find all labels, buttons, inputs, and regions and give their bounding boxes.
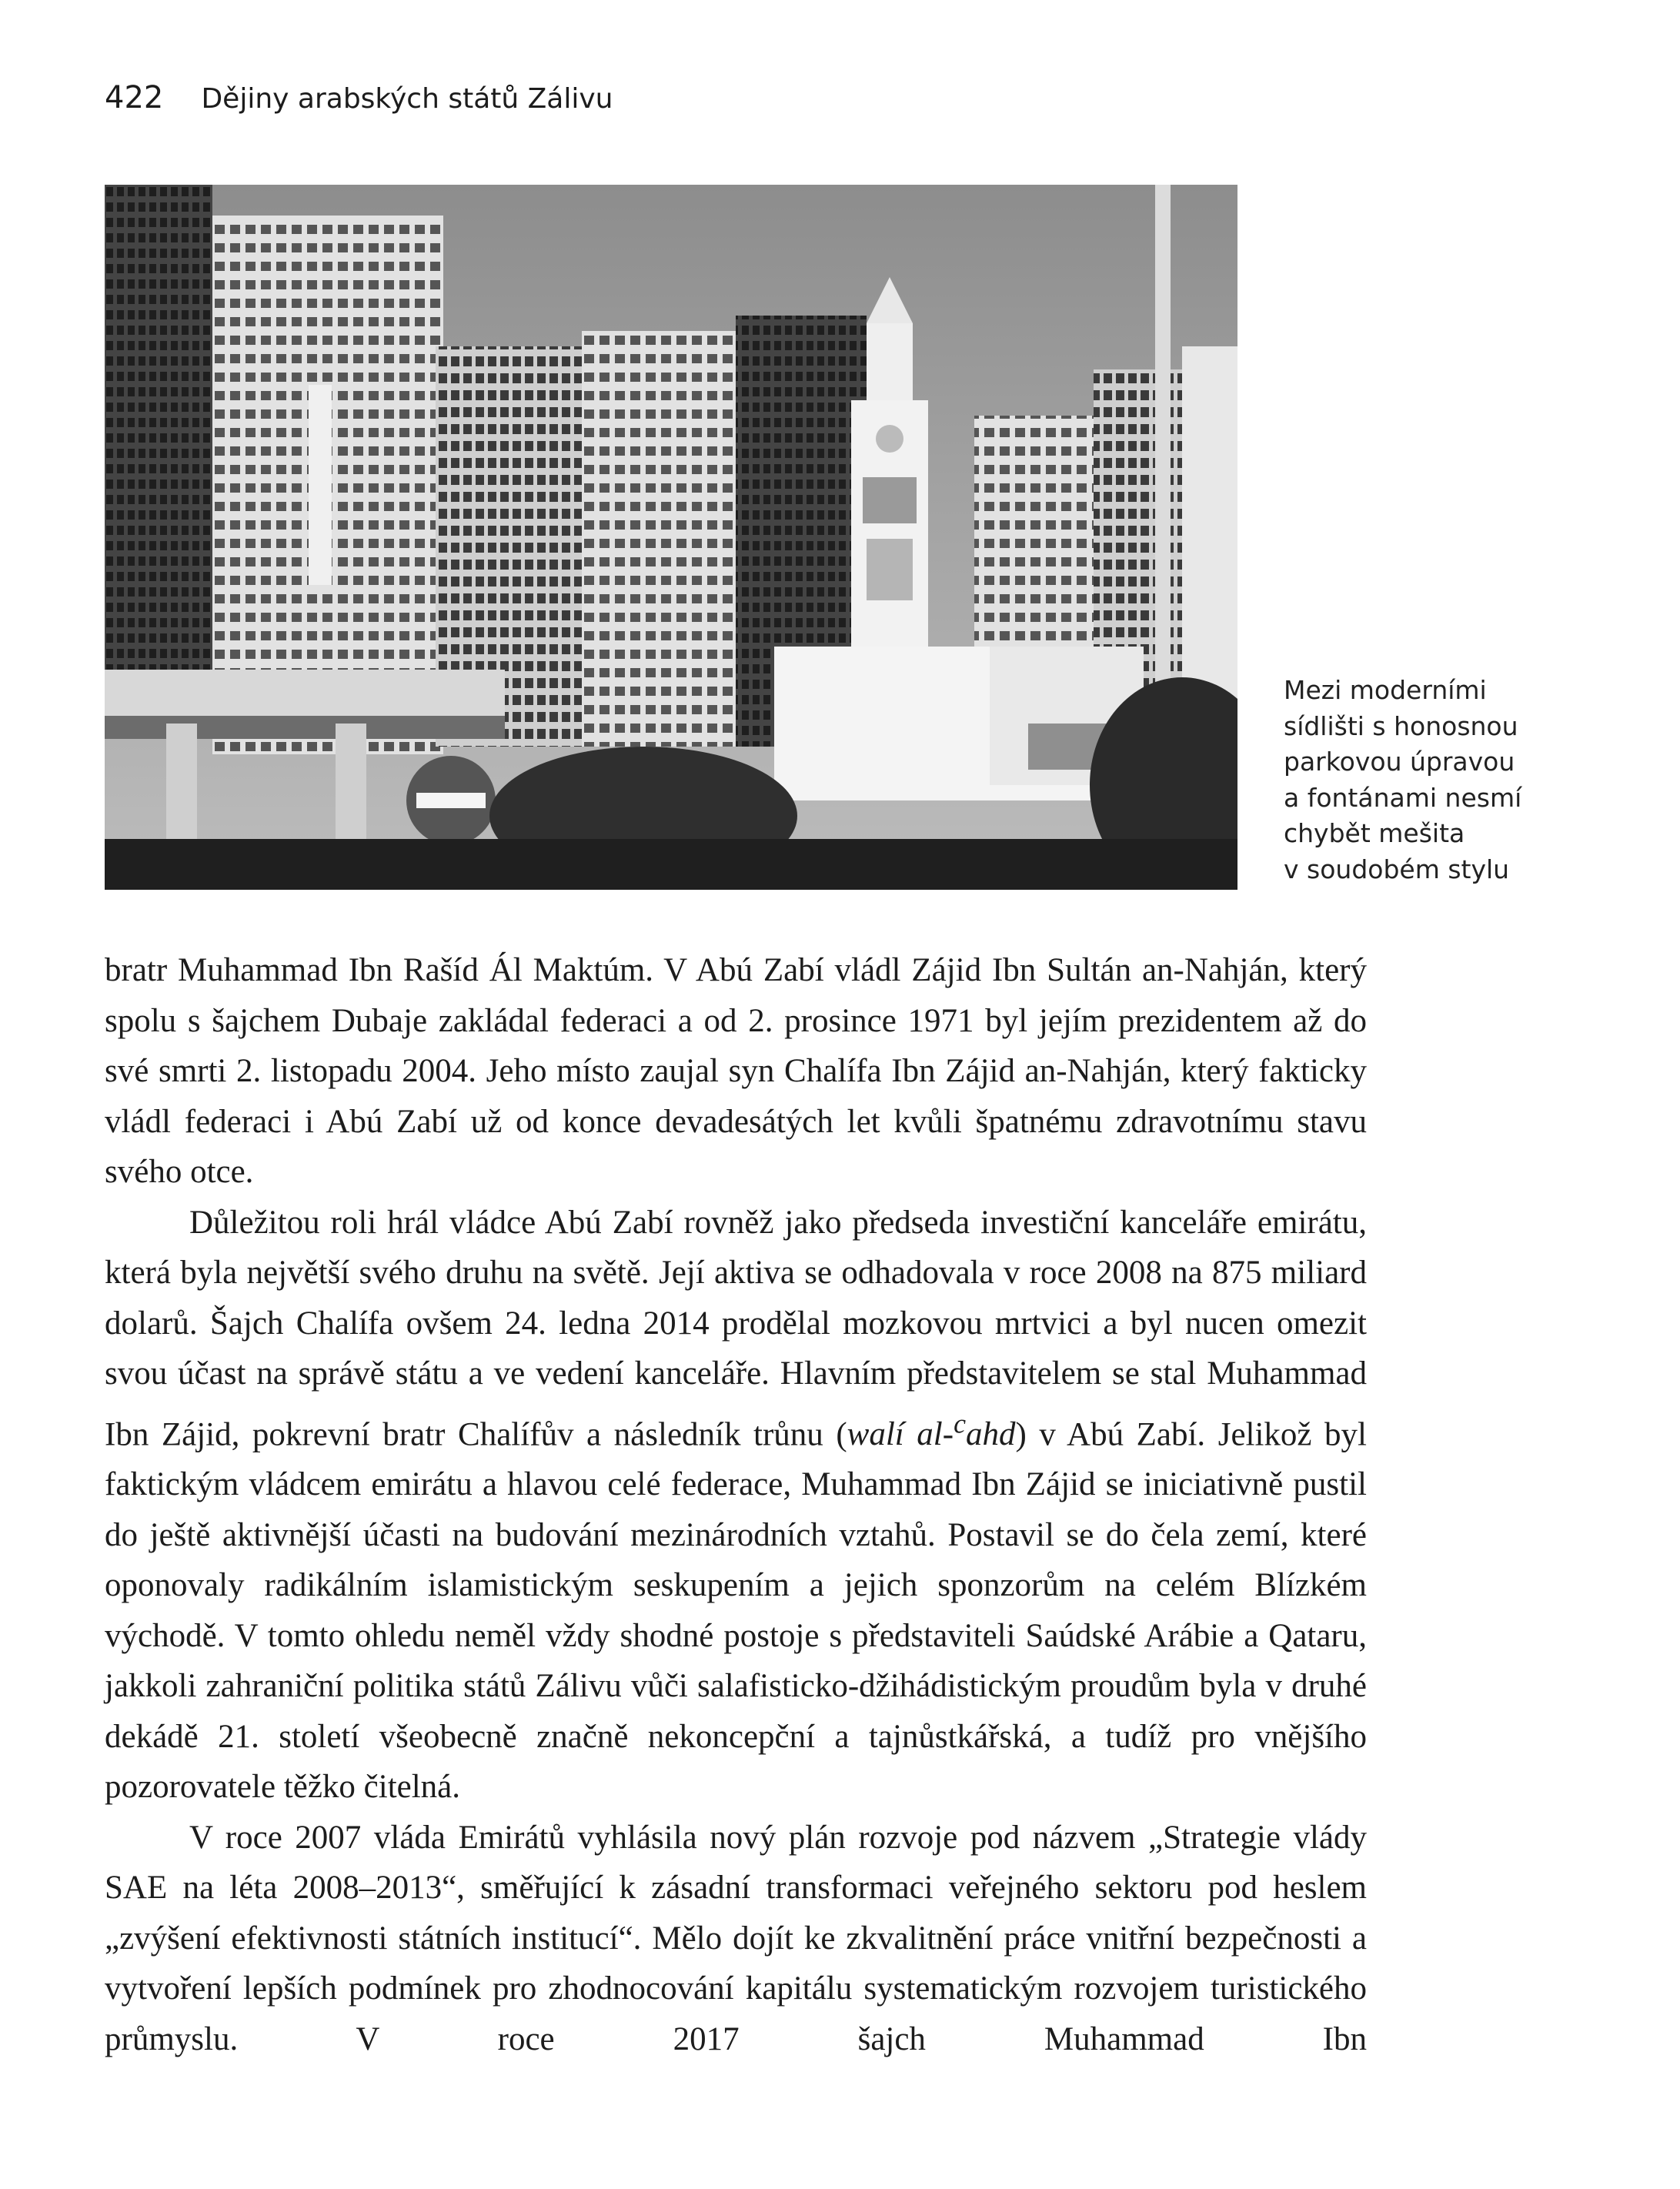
paragraph-2-part-1: Důležitou roli hrál vládce Abú Zabí rovněž jako předseda investiční kanceláře emirátu, která byla největší svého druhu na světě. Její aktiva se odhadovala v roce 2008 na 875 miliard dolarů. Šajch Chalífa ovšem 24. ledna 2014 prodělal mozkovou mrtvici a byl nucen omezit svou účast na správě státu a ve vedení kanceláře. Hlavním představitelem se stal Muhammad Ibn Zájid, pokrevní bratr Chalífův a následník trůnu ( <box>105 1204 1367 1452</box>
paragraph-2-part-2: ) v Abú Zabí. Jelikož byl faktickým vládcem emirátu a hlavou celé federace, Muhammad Ibn Zájid se iniciativně pustil do ještě aktivnější účasti na budování mezinárodních vztahů. Postavil se do čela zemí, které oponovaly radikálním islamistickým seskupením a jejich sponzorům na celém Blízkém východě. V tomto ohledu neměl vždy shodné postoje s představiteli Saúdské Arábie a Qataru, jakkoli zahraniční politika států Zálivu vůči salafisticko-džihádistickým proudům byla v druhé dekádě 21. století všeobecně značně nekoncepční a tajnůstkářská, a tudíž pro vnějšího pozorovatele těžko čitelná. <box>105 1415 1367 1806</box>
photo-mosque-skyline <box>105 185 1237 890</box>
arabic-term: walí al-$^c$ahd <box>847 1408 1016 1452</box>
page-number: 422 <box>105 80 164 115</box>
paragraph-1: bratr Muhammad Ibn Rašíd Ál Maktúm. V Abú Zabí vládl Zájid Ibn Sultán an-Nahján, který spolu s šajchem Dubaje zakládal federaci a od 2. prosince 1971 byl jejím prezidentem až do své smrti 2. listopadu 2004. Jeho místo zaujal syn Chalífa Ibn Zájid an-Nahján, který fakticky vládl federaci i Abú Zabí už od konce devadesátých let kvůli špatnému zdravotnímu stavu svého otce. <box>105 952 1367 1190</box>
paragraph-2 <box>105 1198 1367 1813</box>
running-header <box>105 80 613 115</box>
paragraph-3: V roce 2007 vláda Emirátů vyhlásila nový plán rozvoje pod názvem „Strategie vlády SAE na léta 2008–2013“, směřující k zásadní transformaci veřejného sektoru pod heslem „zvýšení efektivnosti státních institucí“. Mělo dojít ke zkvalitnění práce vnitřní bezpečnosti a vytvoření lepších podmínek pro zhodnocování kapitálu systematickým rozvojem turistického průmyslu. V roce 2017 šajch Muhammad Ibn <box>105 1819 1367 2057</box>
book-title: Dějiny arabských států Zálivu <box>201 83 613 115</box>
body-text <box>105 945 1367 2064</box>
photo-caption: Mezi moderními sídlišti s honosnou parkovou úpravou a fontánami nesmí chybět mešita v soudobém stylu <box>1284 675 1522 884</box>
